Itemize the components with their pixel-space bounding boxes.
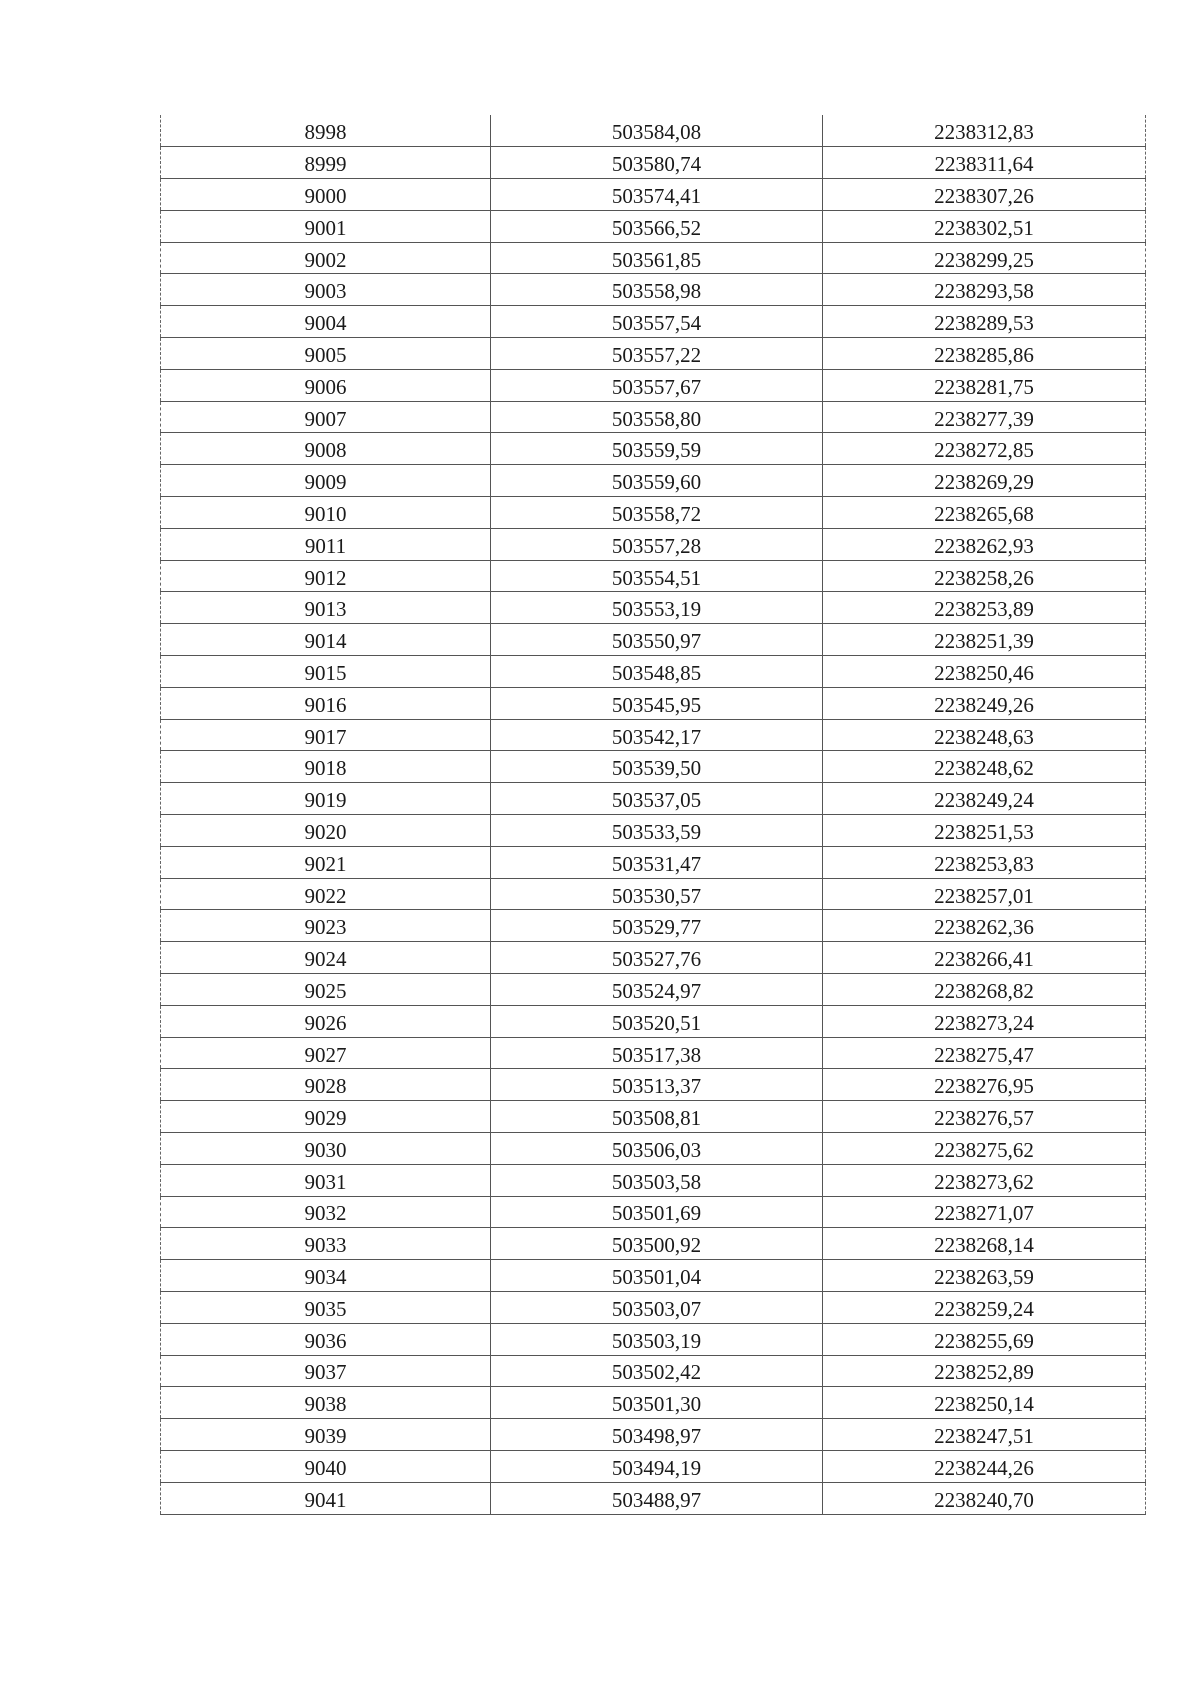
- point-number-cell: 9015: [161, 656, 491, 688]
- y-coordinate-cell: 2238259,24: [823, 1291, 1146, 1323]
- x-coordinate-cell: 503554,51: [491, 560, 823, 592]
- y-coordinate-cell: 2238276,57: [823, 1101, 1146, 1133]
- table-row: [161, 1069, 1146, 1101]
- table-row: [161, 1133, 1146, 1165]
- y-coordinate-cell: 2238263,59: [823, 1260, 1146, 1292]
- y-coordinate-cell: 2238250,14: [823, 1387, 1146, 1419]
- table-row: [161, 338, 1146, 370]
- y-coordinate-cell: 2238276,95: [823, 1069, 1146, 1101]
- point-number-cell: 9034: [161, 1260, 491, 1292]
- y-coordinate-cell: 2238269,29: [823, 465, 1146, 497]
- table-row: [161, 1387, 1146, 1419]
- y-coordinate-cell: 2238273,24: [823, 1005, 1146, 1037]
- x-coordinate-cell: 503580,74: [491, 147, 823, 179]
- x-coordinate-cell: 503498,97: [491, 1419, 823, 1451]
- point-number-cell: 9009: [161, 465, 491, 497]
- table-row: [161, 274, 1146, 306]
- table-row: [161, 942, 1146, 974]
- table-row: [161, 497, 1146, 529]
- y-coordinate-cell: 2238248,63: [823, 719, 1146, 751]
- table-row: [161, 560, 1146, 592]
- x-coordinate-cell: 503513,37: [491, 1069, 823, 1101]
- x-coordinate-cell: 503501,69: [491, 1196, 823, 1228]
- point-number-cell: 9008: [161, 433, 491, 465]
- x-coordinate-cell: 503557,67: [491, 369, 823, 401]
- table-row: [161, 1101, 1146, 1133]
- y-coordinate-cell: 2238281,75: [823, 369, 1146, 401]
- coordinates-table-body: [161, 115, 1146, 1514]
- y-coordinate-cell: 2238240,70: [823, 1482, 1146, 1514]
- x-coordinate-cell: 503558,72: [491, 497, 823, 529]
- x-coordinate-cell: 503501,04: [491, 1260, 823, 1292]
- x-coordinate-cell: 503550,97: [491, 624, 823, 656]
- point-number-cell: 9035: [161, 1291, 491, 1323]
- table-row: [161, 1164, 1146, 1196]
- x-coordinate-cell: 503531,47: [491, 846, 823, 878]
- table-row: [161, 878, 1146, 910]
- x-coordinate-cell: 503500,92: [491, 1228, 823, 1260]
- y-coordinate-cell: 2238258,26: [823, 560, 1146, 592]
- y-coordinate-cell: 2238251,39: [823, 624, 1146, 656]
- table-row: [161, 624, 1146, 656]
- point-number-cell: 9012: [161, 560, 491, 592]
- x-coordinate-cell: 503574,41: [491, 179, 823, 211]
- table-row: [161, 369, 1146, 401]
- x-coordinate-cell: 503557,28: [491, 528, 823, 560]
- point-number-cell: 9010: [161, 497, 491, 529]
- y-coordinate-cell: 2238293,58: [823, 274, 1146, 306]
- point-number-cell: 9025: [161, 974, 491, 1006]
- table-row: [161, 687, 1146, 719]
- point-number-cell: 9016: [161, 687, 491, 719]
- table-row: [161, 783, 1146, 815]
- table-row: [161, 1037, 1146, 1069]
- y-coordinate-cell: 2238252,89: [823, 1355, 1146, 1387]
- table-row: [161, 401, 1146, 433]
- y-coordinate-cell: 2238271,07: [823, 1196, 1146, 1228]
- y-coordinate-cell: 2238311,64: [823, 147, 1146, 179]
- x-coordinate-cell: 503503,58: [491, 1164, 823, 1196]
- y-coordinate-cell: 2238266,41: [823, 942, 1146, 974]
- x-coordinate-cell: 503529,77: [491, 910, 823, 942]
- table-row: [161, 751, 1146, 783]
- table-row: [161, 115, 1146, 147]
- table-row: [161, 147, 1146, 179]
- y-coordinate-cell: 2238257,01: [823, 878, 1146, 910]
- x-coordinate-cell: 503530,57: [491, 878, 823, 910]
- table-row: [161, 1419, 1146, 1451]
- point-number-cell: 9021: [161, 846, 491, 878]
- x-coordinate-cell: 503558,80: [491, 401, 823, 433]
- y-coordinate-cell: 2238262,36: [823, 910, 1146, 942]
- y-coordinate-cell: 2238275,47: [823, 1037, 1146, 1069]
- point-number-cell: 9038: [161, 1387, 491, 1419]
- table-row: [161, 974, 1146, 1006]
- y-coordinate-cell: 2238253,89: [823, 592, 1146, 624]
- point-number-cell: 9017: [161, 719, 491, 751]
- point-number-cell: 9030: [161, 1133, 491, 1165]
- table-row: [161, 465, 1146, 497]
- table-row: [161, 179, 1146, 211]
- x-coordinate-cell: 503527,76: [491, 942, 823, 974]
- x-coordinate-cell: 503506,03: [491, 1133, 823, 1165]
- x-coordinate-cell: 503508,81: [491, 1101, 823, 1133]
- y-coordinate-cell: 2238255,69: [823, 1323, 1146, 1355]
- x-coordinate-cell: 503533,59: [491, 815, 823, 847]
- table-row: [161, 1196, 1146, 1228]
- point-number-cell: 9028: [161, 1069, 491, 1101]
- x-coordinate-cell: 503502,42: [491, 1355, 823, 1387]
- x-coordinate-cell: 503559,60: [491, 465, 823, 497]
- x-coordinate-cell: 503494,19: [491, 1450, 823, 1482]
- table-row: [161, 1291, 1146, 1323]
- x-coordinate-cell: 503566,52: [491, 210, 823, 242]
- x-coordinate-cell: 503558,98: [491, 274, 823, 306]
- x-coordinate-cell: 503539,50: [491, 751, 823, 783]
- y-coordinate-cell: 2238265,68: [823, 497, 1146, 529]
- y-coordinate-cell: 2238249,24: [823, 783, 1146, 815]
- y-coordinate-cell: 2238244,26: [823, 1450, 1146, 1482]
- x-coordinate-cell: 503520,51: [491, 1005, 823, 1037]
- point-number-cell: 9018: [161, 751, 491, 783]
- x-coordinate-cell: 503584,08: [491, 115, 823, 147]
- x-coordinate-cell: 503559,59: [491, 433, 823, 465]
- point-number-cell: 9023: [161, 910, 491, 942]
- point-number-cell: 9020: [161, 815, 491, 847]
- point-number-cell: 9024: [161, 942, 491, 974]
- x-coordinate-cell: 503488,97: [491, 1482, 823, 1514]
- y-coordinate-cell: 2238268,82: [823, 974, 1146, 1006]
- point-number-cell: 9029: [161, 1101, 491, 1133]
- y-coordinate-cell: 2238251,53: [823, 815, 1146, 847]
- table-row: [161, 719, 1146, 751]
- point-number-cell: 9013: [161, 592, 491, 624]
- point-number-cell: 9002: [161, 242, 491, 274]
- point-number-cell: 9005: [161, 338, 491, 370]
- y-coordinate-cell: 2238248,62: [823, 751, 1146, 783]
- table-row: [161, 1323, 1146, 1355]
- y-coordinate-cell: 2238312,83: [823, 115, 1146, 147]
- table-row: [161, 1260, 1146, 1292]
- x-coordinate-cell: 503548,85: [491, 656, 823, 688]
- table-row: [161, 1450, 1146, 1482]
- point-number-cell: 9033: [161, 1228, 491, 1260]
- table-row: [161, 242, 1146, 274]
- point-number-cell: 9032: [161, 1196, 491, 1228]
- point-number-cell: 9007: [161, 401, 491, 433]
- x-coordinate-cell: 503517,38: [491, 1037, 823, 1069]
- point-number-cell: 9041: [161, 1482, 491, 1514]
- x-coordinate-cell: 503557,54: [491, 306, 823, 338]
- point-number-cell: 8998: [161, 115, 491, 147]
- y-coordinate-cell: 2238273,62: [823, 1164, 1146, 1196]
- point-number-cell: 9006: [161, 369, 491, 401]
- y-coordinate-cell: 2238299,25: [823, 242, 1146, 274]
- x-coordinate-cell: 503524,97: [491, 974, 823, 1006]
- point-number-cell: 9011: [161, 528, 491, 560]
- table-row: [161, 910, 1146, 942]
- table-row: [161, 592, 1146, 624]
- x-coordinate-cell: 503537,05: [491, 783, 823, 815]
- table-row: [161, 306, 1146, 338]
- point-number-cell: 9004: [161, 306, 491, 338]
- y-coordinate-cell: 2238250,46: [823, 656, 1146, 688]
- table-row: [161, 815, 1146, 847]
- x-coordinate-cell: 503561,85: [491, 242, 823, 274]
- point-number-cell: 9001: [161, 210, 491, 242]
- table-row: [161, 846, 1146, 878]
- point-number-cell: 9019: [161, 783, 491, 815]
- point-number-cell: 9039: [161, 1419, 491, 1451]
- x-coordinate-cell: 503542,17: [491, 719, 823, 751]
- y-coordinate-cell: 2238307,26: [823, 179, 1146, 211]
- point-number-cell: 9040: [161, 1450, 491, 1482]
- y-coordinate-cell: 2238302,51: [823, 210, 1146, 242]
- y-coordinate-cell: 2238277,39: [823, 401, 1146, 433]
- y-coordinate-cell: 2238253,83: [823, 846, 1146, 878]
- table-row: [161, 1355, 1146, 1387]
- x-coordinate-cell: 503501,30: [491, 1387, 823, 1419]
- x-coordinate-cell: 503557,22: [491, 338, 823, 370]
- x-coordinate-cell: 503503,19: [491, 1323, 823, 1355]
- point-number-cell: 9031: [161, 1164, 491, 1196]
- y-coordinate-cell: 2238289,53: [823, 306, 1146, 338]
- point-number-cell: 9014: [161, 624, 491, 656]
- table-row: [161, 656, 1146, 688]
- point-number-cell: 8999: [161, 147, 491, 179]
- coordinates-table: [160, 115, 1146, 1515]
- point-number-cell: 9037: [161, 1355, 491, 1387]
- point-number-cell: 9027: [161, 1037, 491, 1069]
- y-coordinate-cell: 2238262,93: [823, 528, 1146, 560]
- y-coordinate-cell: 2238268,14: [823, 1228, 1146, 1260]
- table-row: [161, 433, 1146, 465]
- table-row: [161, 210, 1146, 242]
- point-number-cell: 9036: [161, 1323, 491, 1355]
- table-row: [161, 1005, 1146, 1037]
- table-row: [161, 528, 1146, 560]
- x-coordinate-cell: 503503,07: [491, 1291, 823, 1323]
- y-coordinate-cell: 2238285,86: [823, 338, 1146, 370]
- x-coordinate-cell: 503553,19: [491, 592, 823, 624]
- point-number-cell: 9022: [161, 878, 491, 910]
- table-row: [161, 1482, 1146, 1514]
- point-number-cell: 9000: [161, 179, 491, 211]
- y-coordinate-cell: 2238247,51: [823, 1419, 1146, 1451]
- point-number-cell: 9003: [161, 274, 491, 306]
- y-coordinate-cell: 2238272,85: [823, 433, 1146, 465]
- y-coordinate-cell: 2238275,62: [823, 1133, 1146, 1165]
- y-coordinate-cell: 2238249,26: [823, 687, 1146, 719]
- table-row: [161, 1228, 1146, 1260]
- x-coordinate-cell: 503545,95: [491, 687, 823, 719]
- point-number-cell: 9026: [161, 1005, 491, 1037]
